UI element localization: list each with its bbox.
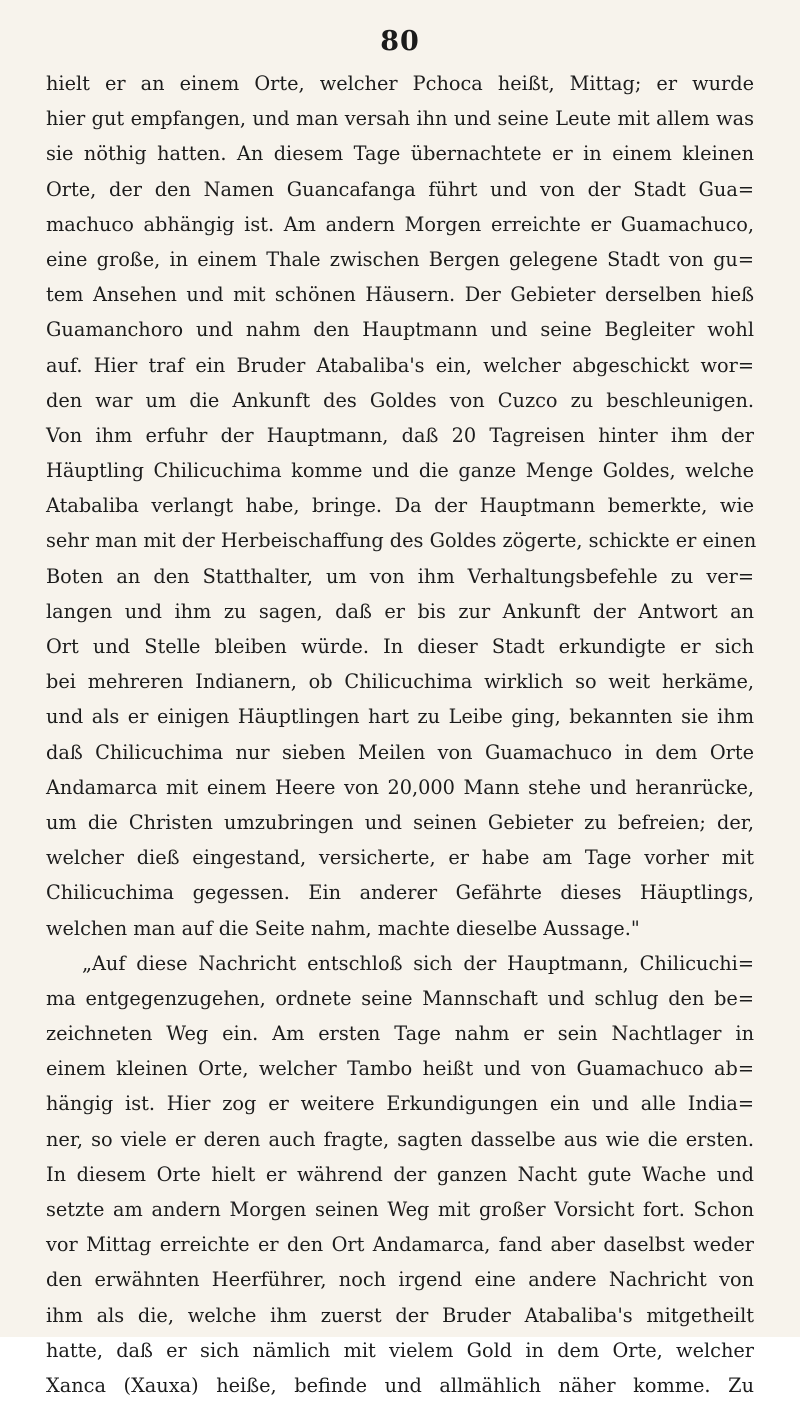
text-line: Xanca (Xauxa) heiße, befinde und allmählich näher komme. Zu xyxy=(46,1373,754,1397)
text-line: Guamanchoro und nahm den Hauptmann und seine Begleiter wohl xyxy=(46,318,754,342)
text-line: hier gut empfangen, und man versah ihn und seine Leute mit allem was xyxy=(46,107,754,131)
text-line: einem kleinen Orte, welcher Tambo heißt und von Guamachuco ab= xyxy=(46,1057,754,1081)
text-line: machuco abhängig ist. Am andern Morgen erreichte er Guamachuco, xyxy=(46,212,754,236)
text-line: hängig ist. Hier zog er weitere Erkundigungen ein und alle Indiа= xyxy=(46,1092,754,1116)
text-line: eine große, in einem Thale zwischen Bergen gelegene Stadt von gu= xyxy=(46,247,754,271)
paragraph-start-line: „Auf diese Nachricht entschloß sich der Hauptmann, Chilicuchi= xyxy=(82,951,754,975)
body-text xyxy=(46,66,757,1403)
text-line: Atabaliba verlangt habe, bringe. Da der Hauptmann bemerkte, wie xyxy=(46,494,754,518)
text-line: Häuptling Chilicuchima komme und die ganze Menge Goldes, welche xyxy=(46,459,754,483)
text-line: hielt er an einem Orte, welcher Pchoca heißt, Mittag; er wurde xyxy=(46,72,754,95)
text-line: ihm als die, welche ihm zuerst der Bruder Atabaliba's mitgetheilt xyxy=(46,1303,754,1327)
text-line: langen und ihm zu sagen, daß er bis zur Ankunft der Antwort an xyxy=(46,599,754,623)
text-line: ner, so viele er deren auch fragte, sagten dasselbe aus wie die ersten. xyxy=(46,1127,754,1151)
text-line: vor Mittag erreichte er den Ort Andamarca, fand aber daselbst weder xyxy=(46,1233,754,1257)
text-line: setzte am andern Morgen seinen Weg mit großer Vorsicht fort. Schon xyxy=(46,1198,754,1221)
text-line: daß Chilicuchima nur sieben Meilen von Guamachuco in dem Orte xyxy=(46,740,754,764)
text-line: ma entgegenzugehen, ordnete seine Mannschaft und schlug den be= xyxy=(46,986,754,1010)
text-line: Boten an den Statthalter, um von ihm Verhaltungsbefehle zu ver= xyxy=(46,564,754,588)
text-line: In diesem Orte hielt er während der ganzen Nacht gute Wache und xyxy=(46,1162,754,1186)
text-line: den war um die Ankunft des Goldes von Cuzco zu beschleunigen. xyxy=(46,388,754,412)
text-line: Andamarca mit einem Heere von 20,000 Mann stehe und heranrücke, xyxy=(46,775,754,799)
text-line: und als er einigen Häuptlingen hart zu Leibe ging, bekannten sie ihm xyxy=(46,705,754,729)
text-line: welcher dieß eingestand, versicherte, er habe am Tage vorher mit xyxy=(46,846,754,870)
text-line: Orte, der den Namen Guancafanga führt und von der Stadt Gua= xyxy=(46,177,754,201)
text-line: Ort und Stelle bleiben würde. In dieser Stadt erkundigte er sich xyxy=(46,635,754,658)
text-line: tem Ansehen und mit schönen Häusern. Der Gebieter derselben hieß xyxy=(46,283,754,307)
text-line: Von ihm erfuhr der Hauptmann, daß 20 Tagreisen hinter ihm der xyxy=(46,423,754,447)
text-line: hatte, daß er sich nämlich mit vielem Gold in dem Orte, welcher xyxy=(46,1338,754,1362)
text-line: um die Christen umzubringen und seinen Gebieter zu befreien; der, xyxy=(46,810,754,834)
text-line: zeichneten Weg ein. Am ersten Tage nahm er sein Nachtlager in xyxy=(46,1022,754,1046)
text-line: Chilicuchima gegessen. Ein anderer Gefährte dieses Häuptlings, xyxy=(46,881,754,905)
paragraph-end-line: welchen man auf die Seite nahm, machte dieselbe Aussage." xyxy=(46,916,640,940)
text-line: sie nöthig hatten. An diesem Tage übernachtete er in einem kleinen xyxy=(46,142,754,166)
text-line: bei mehreren Indianern, ob Chilicuchima wirklich so weit herkäme, xyxy=(46,670,754,694)
page-number: 80 xyxy=(380,26,420,57)
text-line: sehr man mit der Herbeischaffung des Goldes zögerte, schickte er einen xyxy=(46,529,757,553)
text-line: auf. Hier traf ein Bruder Atabaliba's ein, welcher abgeschickt wor= xyxy=(46,353,754,377)
text-line: den erwähnten Heerführer, noch irgend eine andere Nachricht von xyxy=(46,1268,754,1292)
